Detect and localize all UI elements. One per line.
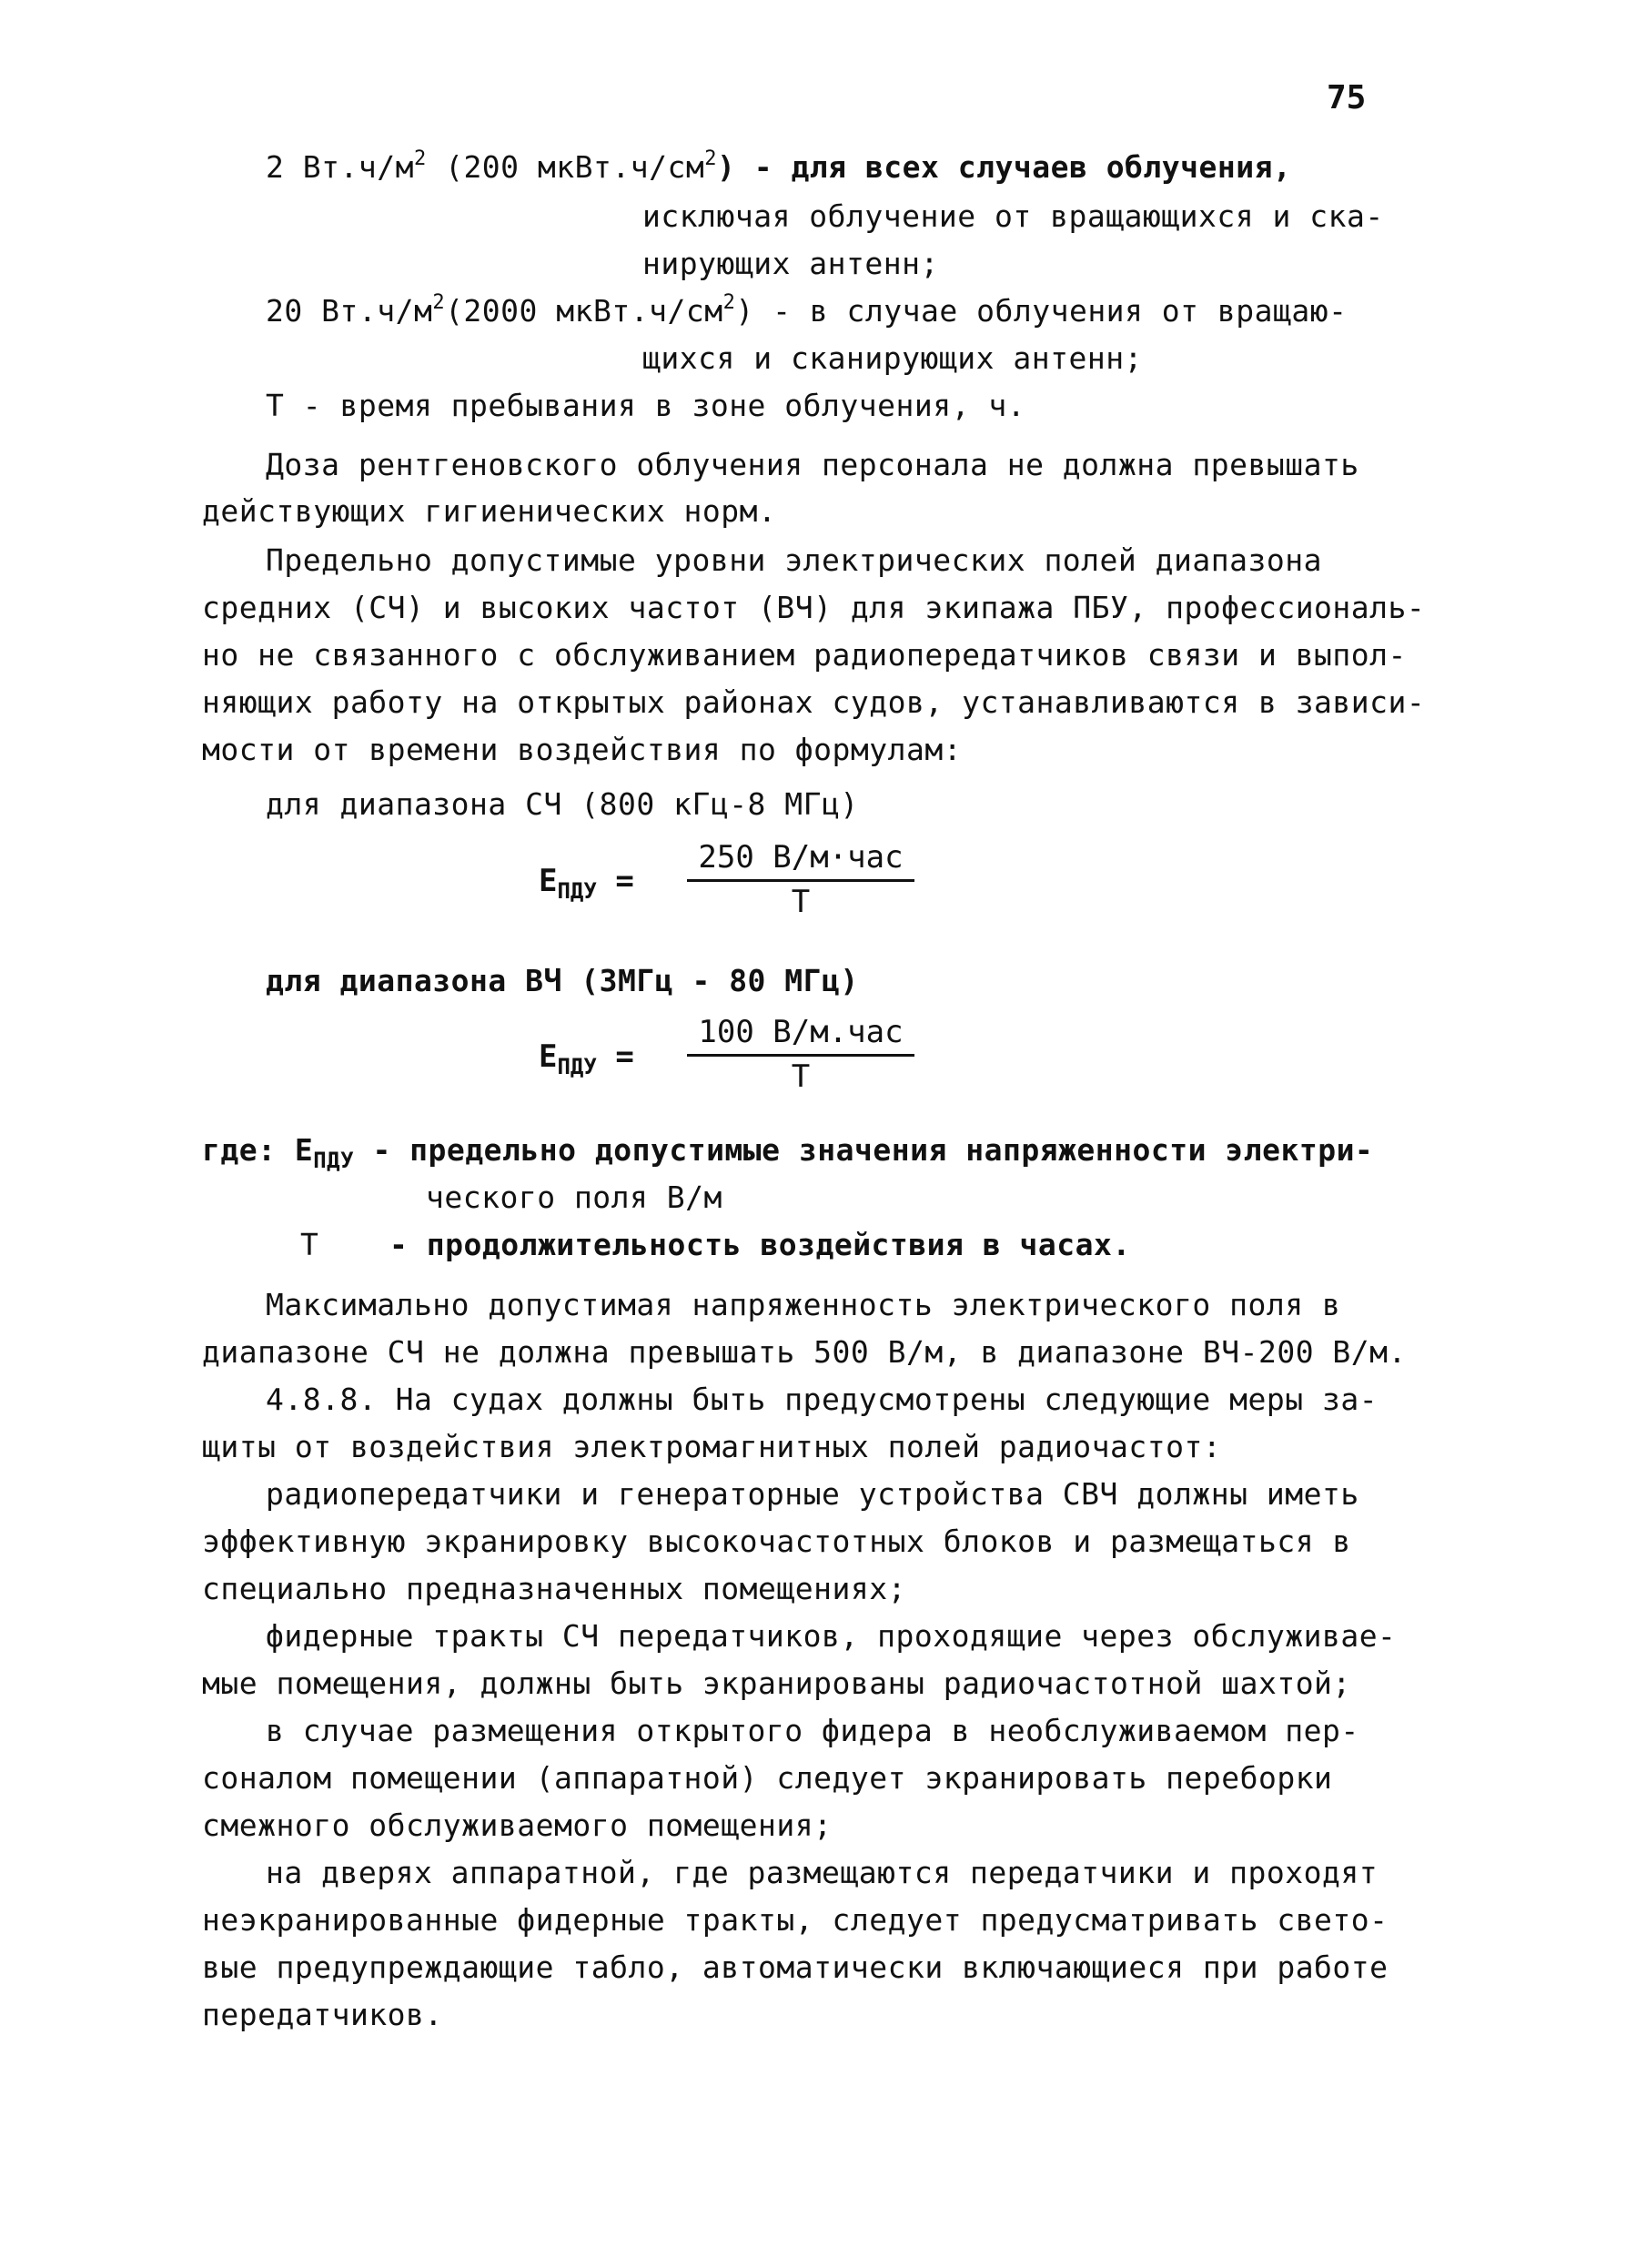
formula-2-numerator: 100 В/м.час [687,1010,914,1057]
formula-2-equals: = [596,1038,634,1075]
formula-1-label: для диапазона СЧ (800 кГц-8 МГц) [266,786,859,822]
limits-para-line-4: няющих работу на открытых районах судов, устанавливаются в зависи- [202,684,1426,720]
formula-2-denominator: Т [791,1058,811,1095]
section-488-line-2: щиты от воздействия электромагнитных полей радиочастот: [202,1429,1222,1464]
formula-2-label: для диапазона ВЧ (ЗМГц - 80 МГц) [266,963,859,998]
where-t-symbol: Т [300,1227,319,1262]
formula-1-equals: = [596,863,634,899]
formula-2-lhs-symbol: Е [539,1038,558,1075]
item-3-line-1: в случае размещения открытого фидера в необслуживаемом пер- [266,1713,1359,1748]
page-number: 75 [1327,79,1367,116]
formula-1-numerator: 250 В/м·час [687,835,914,882]
dose-line-5: щихся и сканирующих антенн; [642,340,1143,376]
item-2-line-2: мые помещения, должны быть экранированы радиочастотной шахтой; [202,1666,1351,1701]
dose-line-1-sup: 2 [413,147,427,170]
dose-line-4-sup2: 2 [722,291,736,314]
item-4-line-1: на дверях аппаратной, где размещаются передатчики и проходят [266,1855,1379,1890]
item-1-line-3: специально предназначенных помещениях; [202,1571,906,1606]
limits-para-line-5: мости от времени воздействия по формулам: [202,732,963,767]
dose-line-1-sup2: 2 [704,147,717,170]
item-4-line-4: передатчиков. [202,1997,443,2032]
where-t-description: - продолжительность воздействия в часах. [389,1227,1131,1262]
limits-para-line-1: Предельно допустимые уровни электрических полей диапазона [266,542,1322,578]
where-line-1 [202,1127,1373,1174]
dose-line-4 [266,288,1347,335]
dose-line-4-sup: 2 [432,291,446,314]
item-1-line-1: радиопередатчики и генераторные устройства СВЧ должны иметь [266,1476,1359,1512]
formula-1-lhs-symbol: Е [539,863,558,899]
where-line-2: ческого поля В/м [426,1180,722,1215]
formula-2-lhs [539,1033,634,1080]
formula-1-lhs-subscript: ПДУ [557,878,597,904]
dose-line-3: нирующих антенн; [642,246,939,281]
formula-1-fraction [687,835,914,922]
item-3-line-3: смежного обслуживаемого помещения; [202,1807,833,1843]
dose-line-4-c: ) - в случае облучения от вращаю- [735,293,1348,329]
dose-line-1-c: ) - для всех случаев облучения, [716,149,1292,185]
where-definition-1: - предельно допустимые значения напряженности электри- [354,1132,1374,1168]
where-prefix: где: Е [202,1132,314,1168]
max-para-line-1: Максимально допустимая напряженность электрического поля в [266,1287,1341,1322]
dose-line-2: исключая облучение от вращающихся и ска- [642,198,1384,234]
formula-1-lhs [539,857,634,905]
item-1-line-2: эффективную экранировку высокочастотных блоков и размещаться в [202,1524,1351,1559]
dose-line-6: Т - время пребывания в зоне облучения, ч. [266,388,1026,423]
dose-line-1-a: 2 Вт.ч/м [266,149,414,185]
item-2-line-1: фидерные тракты СЧ передатчиков, проходящие через обслуживае- [266,1618,1397,1654]
max-para-line-2: диапазоне СЧ не должна превышать 500 В/м, в диапазоне ВЧ-200 В/м. [202,1334,1407,1370]
formula-1-denominator: Т [791,884,811,920]
formula-2-fraction [687,1010,914,1097]
where-subscript: ПДУ [313,1148,355,1173]
limits-para-line-2: средних (СЧ) и высоких частот (ВЧ) для экипажа ПБУ, профессиональ- [202,590,1426,625]
xray-para-line-1: Доза рентгеновского облучения персонала не должна превышать [266,447,1359,482]
item-4-line-3: вые предупреждающие табло, автоматически включающиеся при работе [202,1949,1389,1985]
formula-2-lhs-subscript: ПДУ [557,1054,597,1079]
item-3-line-2: соналом помещении (аппаратной) следует экранировать переборки [202,1760,1333,1796]
dose-line-1 [266,144,1291,191]
dose-line-4-b: (2000 мкВт.ч/см [445,293,723,329]
xray-para-line-2: действующих гигиенических норм. [202,493,777,529]
dose-line-1-b: (200 мкВт.ч/см [426,149,705,185]
limits-para-line-3: но не связанного с обслуживанием радиопередатчиков связи и выпол- [202,637,1407,673]
section-488-line-1: 4.8.8. На судах должны быть предусмотрены следующие меры за- [266,1382,1379,1417]
dose-line-4-a: 20 Вт.ч/м [266,293,433,329]
item-4-line-2: неэкранированные фидерные тракты, следует предусматривать свето- [202,1902,1389,1938]
